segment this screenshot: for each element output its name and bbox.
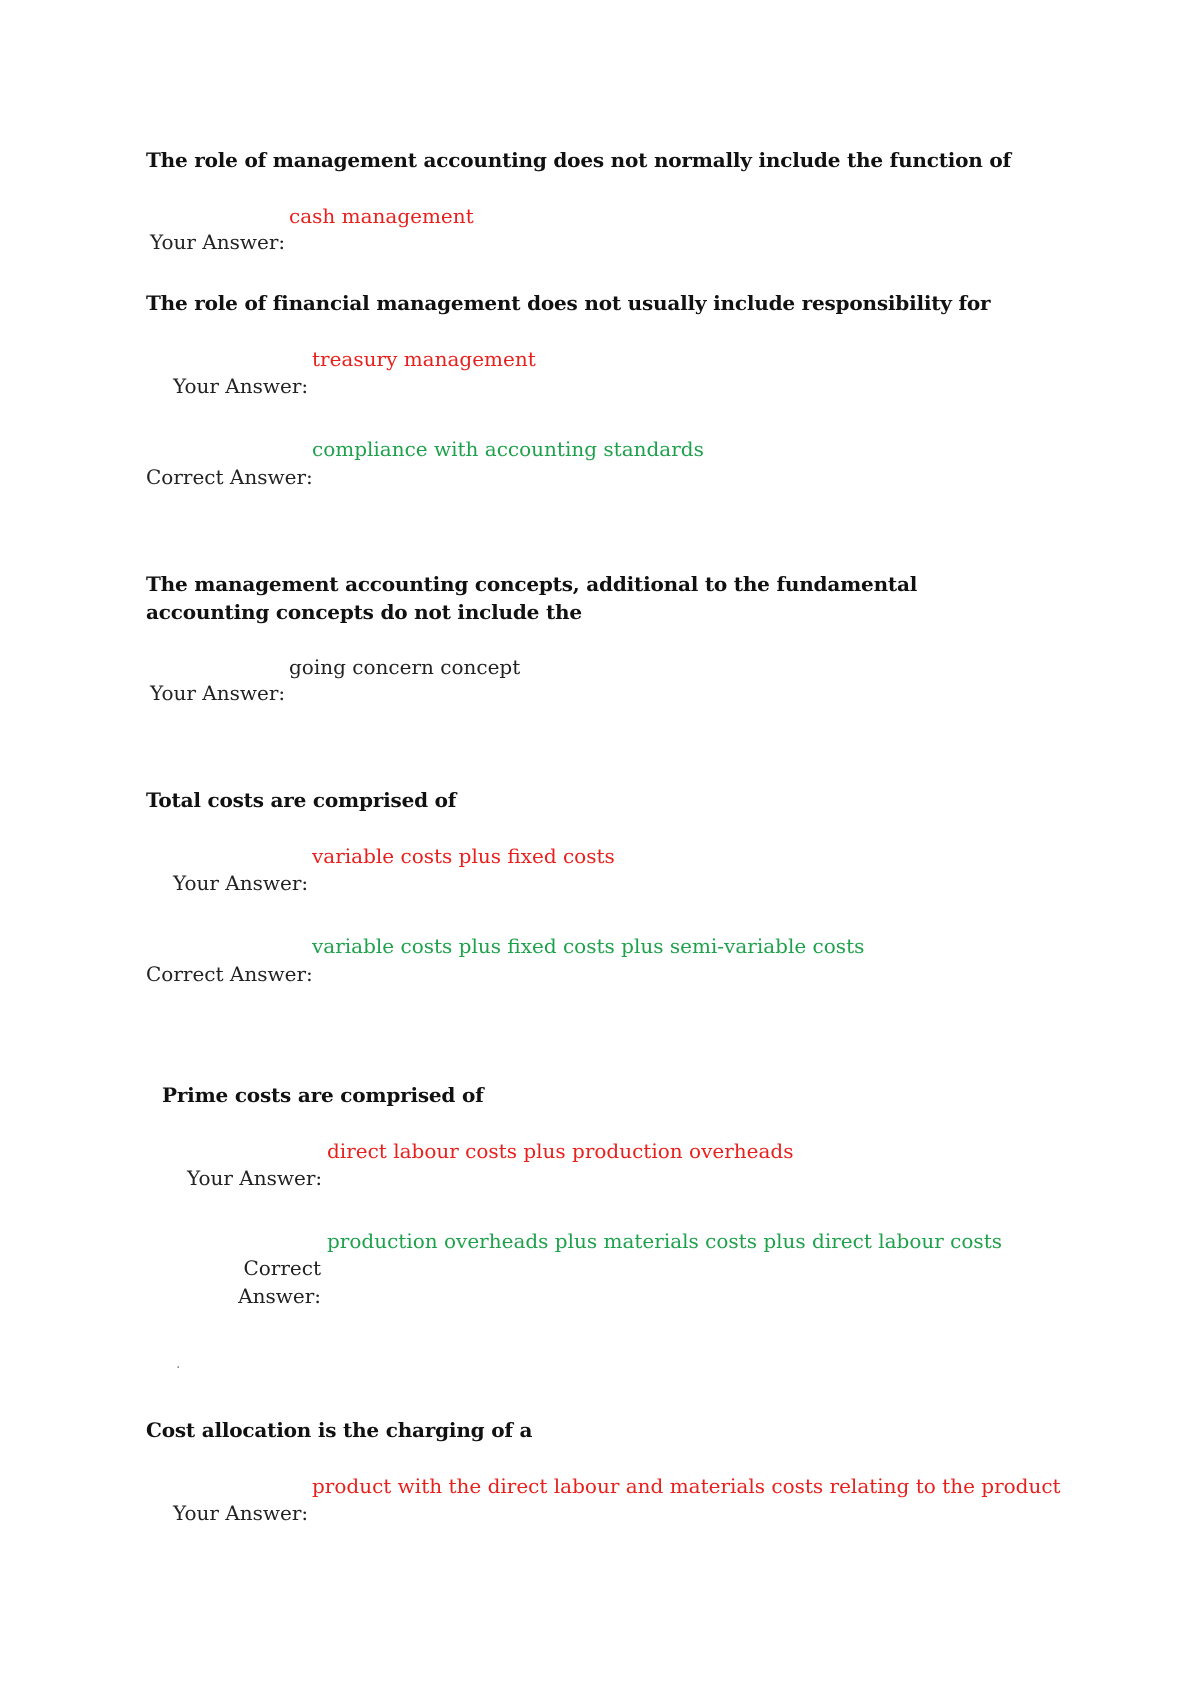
your-answer-value-1: cash management [289, 204, 474, 228]
your-answer-label-5: Your Answer: [187, 1166, 323, 1190]
correct-answer-value-4: variable costs plus fixed costs plus semi-variable costs [312, 934, 865, 958]
your-answer-value-5: direct labour costs plus production overheads [327, 1139, 794, 1163]
question-6: Cost allocation is the charging of a [146, 1418, 533, 1442]
correct-answer-value-2: compliance with accounting standards [312, 437, 704, 461]
correct-answer-label-5-line2: Answer: [238, 1284, 321, 1308]
your-answer-value-4: variable costs plus fixed costs [312, 844, 615, 868]
your-answer-label-4: Your Answer: [173, 871, 309, 895]
your-answer-label-1: Your Answer: [150, 230, 286, 254]
correct-answer-label-5-line1: Correct [243, 1256, 321, 1280]
your-answer-label-2: Your Answer: [173, 374, 309, 398]
correct-answer-label-4: Correct Answer: [146, 962, 313, 986]
question-5: Prime costs are comprised of [162, 1083, 484, 1107]
question-4: Total costs are comprised of [146, 788, 457, 812]
your-answer-label-6: Your Answer: [173, 1501, 309, 1525]
your-answer-label-3: Your Answer: [150, 681, 286, 705]
correct-answer-value-5: production overheads plus materials costs plus direct labour costs [327, 1229, 1002, 1253]
question-1: The role of management accounting does not normally include the function of [146, 148, 1011, 172]
question-2: The role of financial management does not usually include responsibility for [146, 291, 991, 315]
question-3: The management accounting concepts, additional to the fundamental accounting concepts do not include the [146, 572, 918, 624]
your-answer-value-3: going concern concept [289, 655, 521, 679]
your-answer-value-6: product with the direct labour and materials costs relating to the product [312, 1474, 1061, 1498]
correct-answer-label-2: Correct Answer: [146, 465, 313, 489]
your-answer-value-2: treasury management [312, 347, 536, 371]
separator-dot: . [176, 1356, 181, 1372]
